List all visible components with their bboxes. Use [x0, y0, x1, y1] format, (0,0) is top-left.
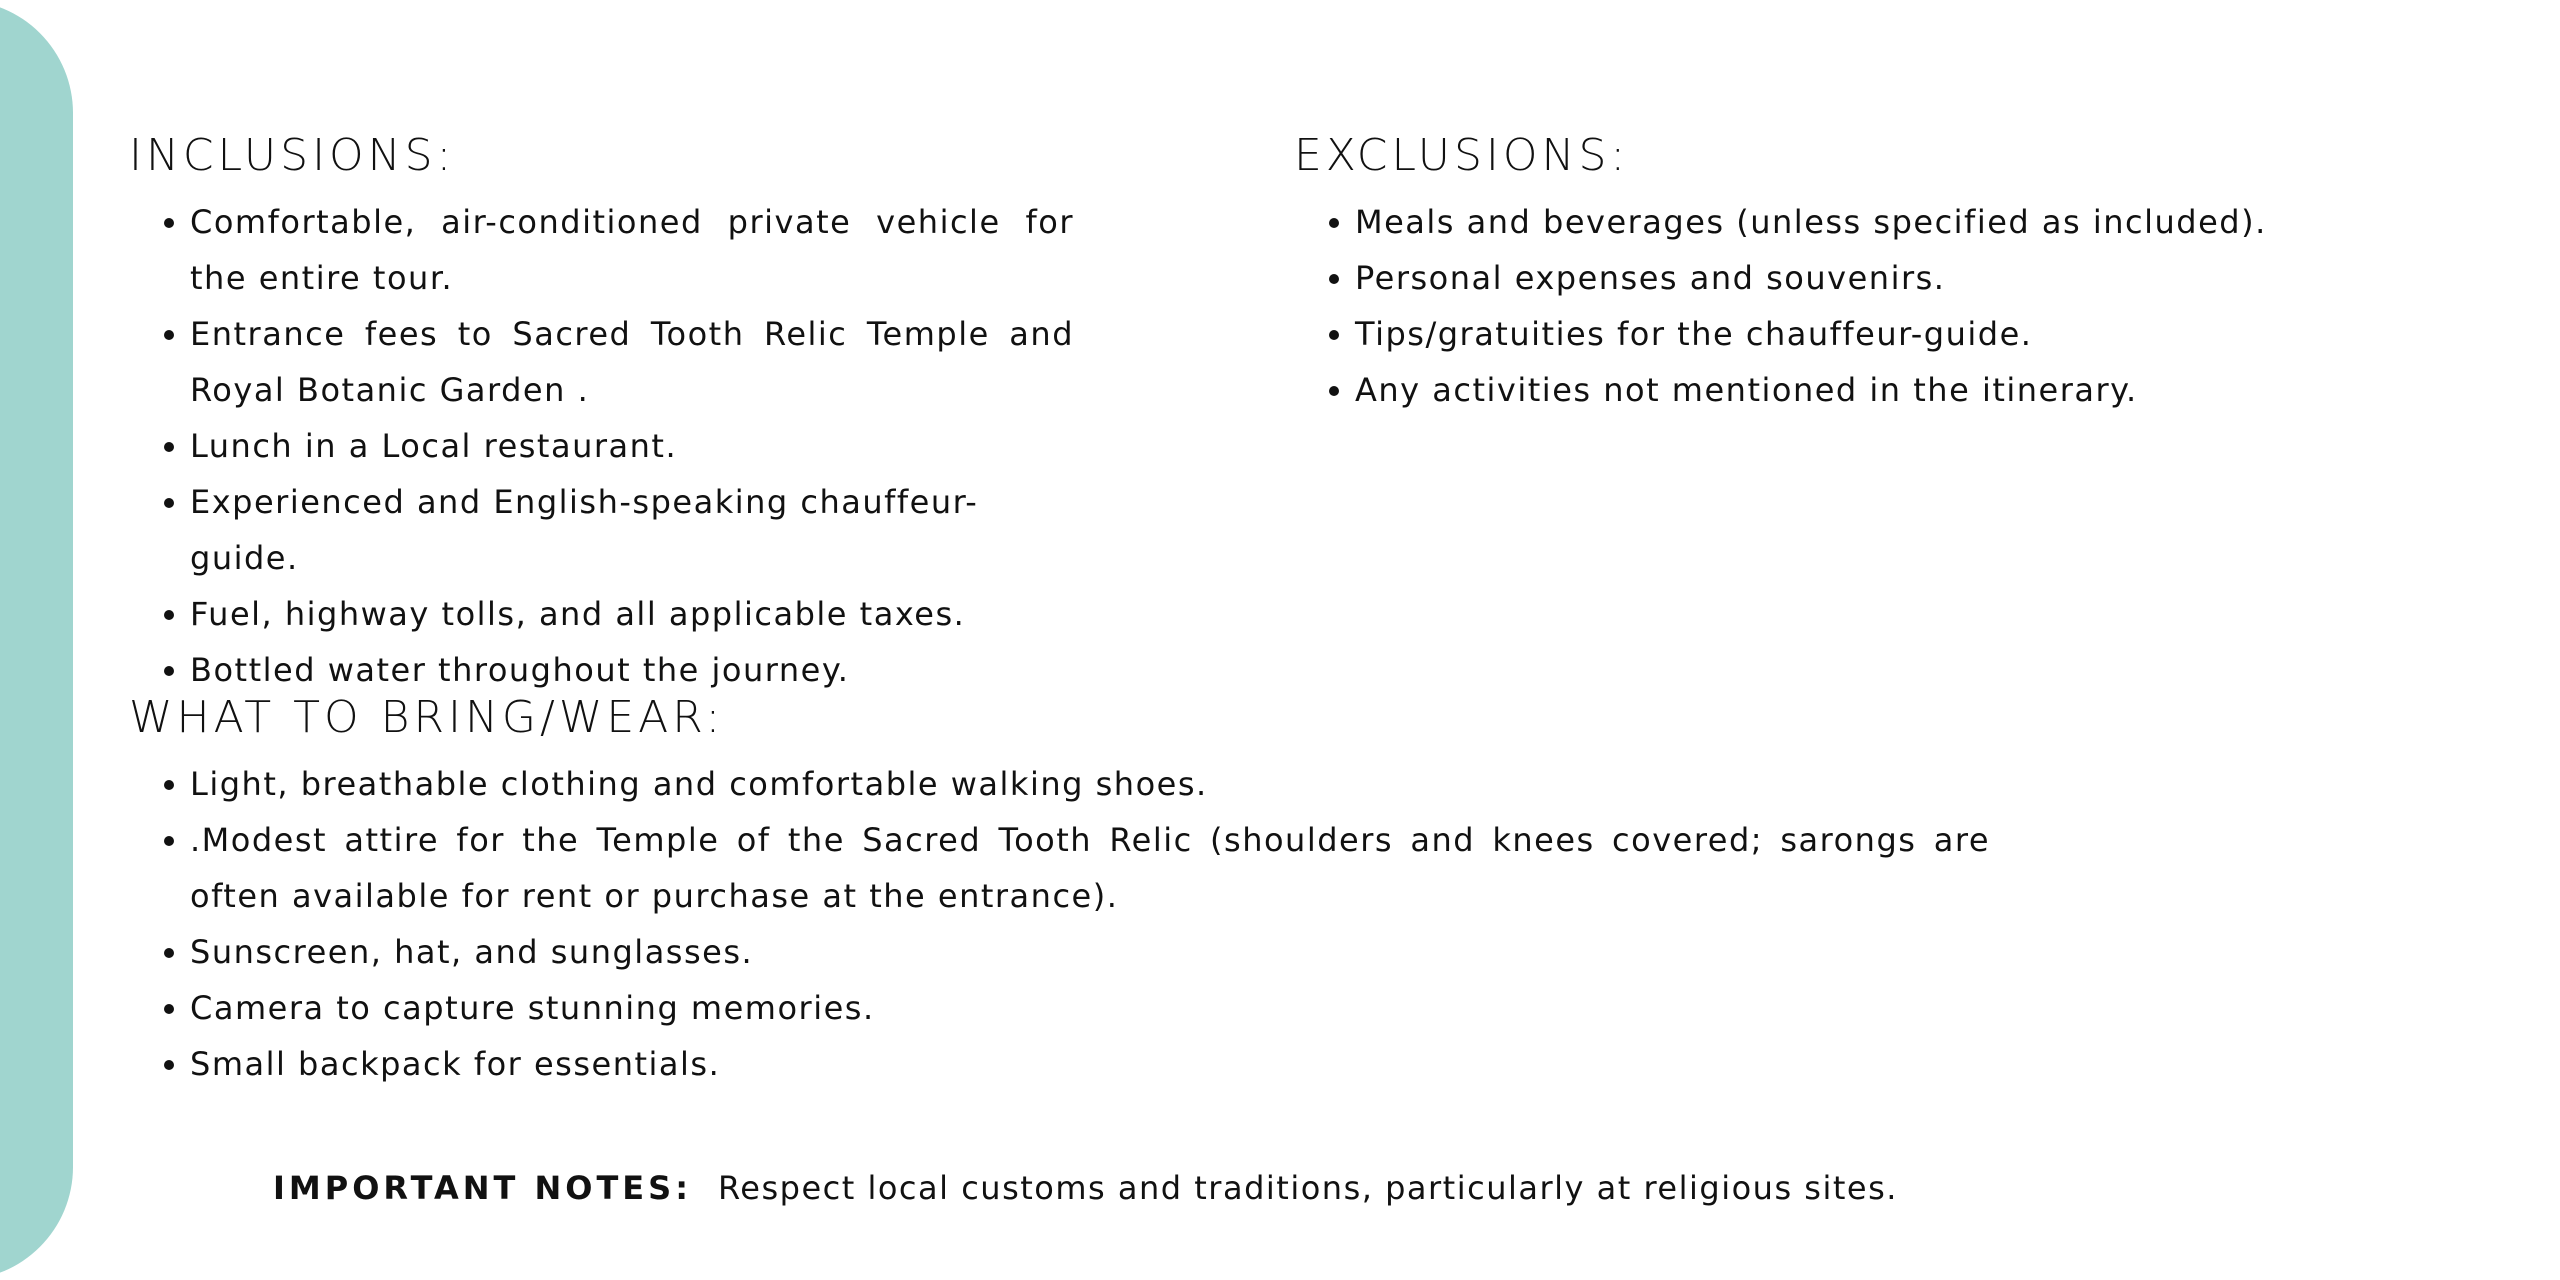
- bullet-icon: [164, 948, 174, 958]
- list-item-text: Comfortable, air-conditioned private vehicle for the entire tour.: [190, 203, 1074, 297]
- list-item-text: Sunscreen, hat, and sunglasses.: [190, 933, 754, 971]
- list-item-text: Meals and beverages (unless specified as included).: [1355, 203, 2267, 241]
- list-item-text: Fuel, highway tolls, and all applicable taxes.: [190, 595, 966, 633]
- inclusions-heading: INCLUSIONS:: [129, 130, 456, 181]
- bullet-icon: [164, 1004, 174, 1014]
- list-item-text: Any activities not mentioned in the itinerary.: [1355, 371, 2138, 409]
- list-item: [129, 1036, 1929, 1092]
- list-item-text: Personal expenses and souvenirs.: [1355, 259, 1946, 297]
- important-notes-label: IMPORTANT NOTES:: [273, 1169, 692, 1207]
- bullet-icon: [164, 442, 174, 452]
- list-item: [129, 812, 1990, 924]
- list-item: [129, 586, 1074, 642]
- list-item: [1294, 250, 2394, 306]
- bullet-icon: [164, 330, 174, 340]
- list-item: [129, 194, 1074, 306]
- list-item-text: Small backpack for essentials.: [190, 1045, 721, 1083]
- list-item-text: .Modest attire for the Temple of the Sacred Tooth Relic (shoulders and knees covered; sarongs are often available for rent or purchase at the entrance).: [190, 821, 1990, 915]
- list-item: [129, 418, 1074, 474]
- list-item: [129, 306, 1074, 418]
- bullet-icon: [1329, 274, 1339, 284]
- list-item: [1294, 194, 2394, 250]
- inclusions-section: [129, 128, 1074, 698]
- bullet-icon: [1329, 330, 1339, 340]
- bullet-icon: [164, 836, 174, 846]
- list-item: [129, 474, 1074, 586]
- side-color-band: [0, 0, 73, 1280]
- bullet-icon: [164, 218, 174, 228]
- list-item-text: Tips/gratuities for the chauffeur-guide.: [1355, 315, 2033, 353]
- exclusions-section: [1294, 128, 2394, 418]
- what-to-bring-section: [129, 690, 1990, 1092]
- list-item-text: Lunch in a Local restaurant.: [190, 427, 678, 465]
- list-item: [129, 756, 1929, 812]
- bullet-icon: [164, 780, 174, 790]
- list-item-text: Experienced and English-speaking chauffeur-guide.: [190, 483, 979, 577]
- list-item: [1294, 306, 2394, 362]
- bullet-icon: [164, 498, 174, 508]
- important-notes: [273, 1160, 1898, 1216]
- inclusions-list: [129, 194, 1074, 698]
- bullet-icon: [164, 1060, 174, 1070]
- bullet-icon: [1329, 386, 1339, 396]
- list-item-text: Bottled water throughout the journey.: [190, 651, 850, 689]
- bullet-icon: [164, 610, 174, 620]
- bullet-icon: [164, 666, 174, 676]
- what-to-bring-heading: WHAT TO BRING/WEAR:: [129, 692, 725, 743]
- important-notes-text: Respect local customs and traditions, particularly at religious sites.: [717, 1169, 1898, 1207]
- exclusions-list: [1294, 194, 2394, 418]
- bullet-icon: [1329, 218, 1339, 228]
- what-to-bring-list: [129, 756, 1990, 1092]
- list-item: [129, 980, 1929, 1036]
- exclusions-heading: EXCLUSIONS:: [1294, 130, 1630, 181]
- list-item: [129, 924, 1929, 980]
- list-item: [1294, 362, 2394, 418]
- list-item-text: Light, breathable clothing and comfortable walking shoes.: [190, 765, 1208, 803]
- list-item-text: Camera to capture stunning memories.: [190, 989, 875, 1027]
- list-item-text: Entrance fees to Sacred Tooth Relic Temple and Royal Botanic Garden .: [190, 315, 1074, 409]
